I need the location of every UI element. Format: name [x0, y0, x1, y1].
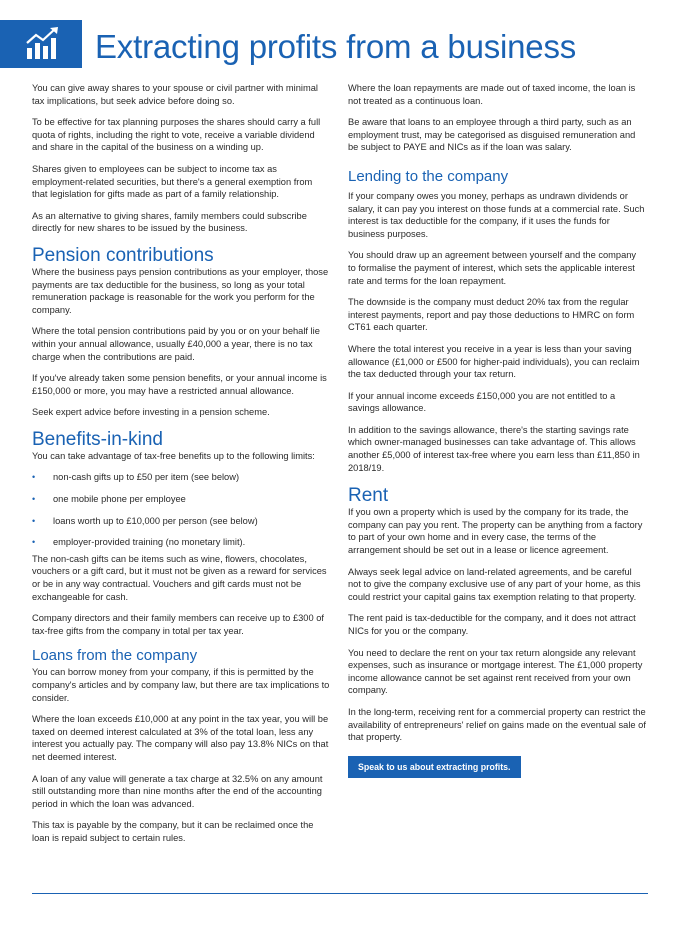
intro-paragraph: As an alternative to giving shares, family members could subscribe directly for new shares to be issued by the business.	[32, 210, 307, 234]
lending-paragraph: You should draw up an agreement between yourself and the company to formalise the payment of interest, which sets the applicable interest rate and terms for the loan repayment.	[348, 250, 637, 286]
list-item-text: non-cash gifts up to £50 per item (see below)	[53, 472, 240, 483]
pension-paragraph: Where the total pension contributions paid by you or on your behalf lie within your annual allowance, usually £40,000 a year, there is no tax charge when the contributions are paid.	[32, 326, 320, 362]
rent-paragraph: You need to declare the rent on your tax return alongside any relevant expenses, such as insurance or mortgage interest. The £1,000 property income allowance cannot be set against rent received from your own company.	[348, 647, 643, 696]
left-column	[32, 82, 330, 854]
pension-paragraph: Where the business pays pension contributions as your employer, those payments are tax deductible for the business, so long as your total remuneration package is reasonable for the work you perform for the company.	[32, 266, 329, 315]
list-item-text: loans worth up to £10,000 per person (see below)	[53, 515, 258, 526]
intro-paragraph: To be effective for tax planning purposes the shares should carry a full quota of rights, including the right to vote, receive a variable dividend and share in the capital of the business on a winding up.	[32, 117, 321, 153]
lending-paragraph: If your company owes you money, perhaps as undrawn dividends or salary, it can pay you interest on those funds at a commercial rate. Such interest is tax deductible for the company, if it uses the funds for business purposes.	[348, 190, 645, 239]
lending-paragraph: Where the total interest you receive in a year is less than your saving allowance (£1,000 or £500 for higher-paid individuals), you can reclaim the tax deducted through your tax return.	[348, 343, 640, 380]
intro-paragraph: You can give away shares to your spouse or civil partner with minimal tax implications, but seek advice before doing so.	[32, 83, 318, 106]
contact-cta-button[interactable]: Speak to us about extracting profits.	[348, 756, 521, 778]
pension-paragraph: If you've already taken some pension benefits, or your annual income is £150,000 or more, you may have a restricted annual allowance.	[32, 373, 327, 396]
rent-heading: Rent	[348, 485, 389, 507]
growth-chart-icon	[24, 26, 62, 62]
loans-from-heading: Loans from the company	[32, 647, 198, 665]
benefits-intro: You can take advantage of tax-free benefits up to the following limits:	[32, 450, 315, 461]
intro-paragraph: Shares given to employees can be subject to income tax as employment-related securities, but there's a general exemption from that legislation for gifts made as part of a family relationship.	[32, 163, 313, 200]
list-item	[32, 515, 330, 528]
bullet-icon: •	[32, 537, 36, 548]
benefits-paragraph: The non-cash gifts can be items such as wine, flowers, chocolates, vouchers or a gift card, but it must not be given as a reward for services or be in any way contractual. Vouchers and gift cards must not be exchangeable for cash.	[32, 553, 327, 602]
list-item-text: one mobile phone per employee	[53, 494, 186, 505]
loans-from-paragraph: Where the loan exceeds £10,000 at any point in the tax year, you will be taxed on deemed interest calculated at 3% of the total loan, less any interest you actually pay. The company will also pay 13.8% NICs on that net deemed interest.	[32, 714, 329, 762]
bullet-icon: •	[32, 494, 36, 505]
footer-divider	[32, 893, 648, 894]
rent-paragraph: If you own a property which is used by the company for its trade, the company can pay you rent. The property can be anything from a factory to part of your own home and in every case, the terms of the arrangement should be set out in a lease or licence agreement.	[348, 507, 643, 556]
rent-paragraph: The rent paid is tax-deductible for the company, and it does not attract NICs for you or the company.	[348, 613, 636, 636]
lending-paragraph: The downside is the company must deduct 20% tax from the regular interest payments, report and pay those deductions to HMRC on form CT61 each quarter.	[348, 297, 635, 333]
list-item	[32, 493, 330, 506]
lending-paragraph: In addition to the savings allowance, there's the starting savings rate which owner-managed businesses can take advantage of. This allows another £5,000 of interest tax-free where you earn less than £11,850 in 2018/19.	[348, 424, 640, 473]
pension-paragraph: Seek expert advice before investing in a pension scheme.	[32, 407, 270, 418]
bullet-icon: •	[32, 472, 36, 483]
loans-from-paragraph: A loan of any value will generate a tax charge at 32.5% on any amount still outstanding more than nine months after the end of the accounting period in which the loan was advanced.	[32, 773, 323, 809]
lending-heading: Lending to the company	[348, 167, 509, 185]
pension-heading: Pension contributions	[32, 244, 214, 266]
bullet-icon: •	[32, 515, 36, 526]
loans-from-paragraph: This tax is payable by the company, but it can be reclaimed once the loan is repaid subject to certain rules.	[32, 820, 314, 843]
lending-paragraph: If your annual income exceeds £150,000 you are not entitled to a savings allowance.	[348, 390, 616, 414]
list-item	[32, 536, 330, 549]
loans-from-paragraph: You can borrow money from your company, if this is permitted by the company's articles and by company law, but there are tax implications to consider.	[32, 667, 330, 703]
benefits-heading: Benefits-in-kind	[32, 428, 163, 450]
benefits-paragraph: Company directors and their family members can receive up to £300 of tax-free gifts from the company in total per tax year.	[32, 613, 324, 636]
rent-paragraph: Always seek legal advice on land-related agreements, and be careful not to give the company exclusive use of any part of your home, as this could restrict your capital gains tax exemption relating to that property.	[348, 566, 641, 602]
page-title: Extracting profits from a business	[95, 28, 577, 65]
list-item-text: employer-provided training (no monetary limit).	[53, 537, 246, 548]
benefits-list	[32, 471, 330, 548]
right-column	[348, 82, 646, 778]
rent-paragraph: In the long-term, receiving rent for a commercial property can restrict the availability of entrepreneurs' relief on gains made on the eventual sale of that property.	[348, 706, 646, 743]
loan-paragraph: Where the loan repayments are made out of taxed income, the loan is not treated as a continuous loan.	[348, 83, 636, 106]
loan-paragraph: Be aware that loans to an employee through a third party, such as an employment trust, may be categorised as disguised remuneration and be subject to PAYE and NICs as if the loan was salary.	[348, 117, 636, 153]
list-item	[32, 471, 330, 484]
logo-badge	[0, 20, 82, 68]
